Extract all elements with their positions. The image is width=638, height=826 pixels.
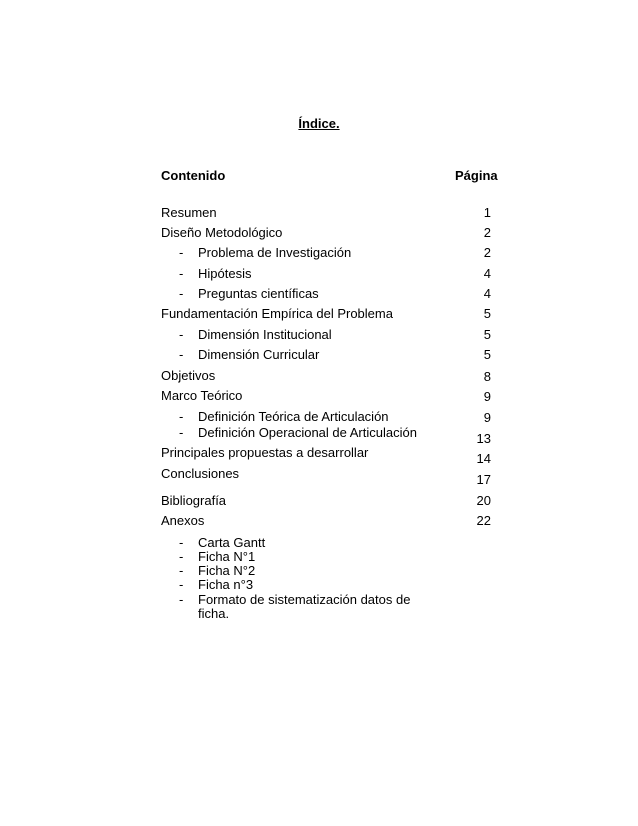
toc-entry-page: 5 [483,306,491,321]
toc-entry-label: Diseño Metodológico [161,225,283,240]
header-pagina: Página [455,168,498,183]
toc-entry-page: 2 [483,245,491,260]
index-title-text: Índice. [298,116,340,131]
toc-entry-label: Resumen [161,205,217,220]
list-dash: - [179,286,184,301]
toc-entry-page: 2 [483,225,491,240]
toc-subentry-label: Hipótesis [198,266,252,281]
list-dash: - [179,535,184,550]
toc-entry-page: 5 [483,347,491,362]
anexo-item: Ficha N°2 [198,563,256,578]
toc-subentry-label: Problema de Investigación [198,245,352,260]
list-dash: - [179,327,184,342]
toc-entry-label: Bibliografía [161,493,227,508]
toc-entry-page: 13 [476,431,491,446]
list-dash: - [179,592,184,607]
anexo-item: Carta Gantt [198,535,266,550]
list-dash: - [179,245,184,260]
anexo-item-continuation: ficha. [198,606,230,621]
index-title [0,116,638,131]
list-dash: - [179,549,184,564]
list-dash: - [179,577,184,592]
list-dash: - [179,563,184,578]
toc-entry-label: Principales propuestas a desarrollar [161,445,369,460]
toc-entry-label: Fundamentación Empírica del Problema [161,306,393,321]
toc-entry-page: 22 [476,513,491,528]
toc-entry-page: 9 [483,410,491,425]
toc-entry-page: 14 [476,451,491,466]
toc-entry-label: Conclusiones [161,466,240,481]
toc-subentry-label: Dimensión Curricular [198,347,320,362]
toc-entry-page: 4 [483,266,491,281]
toc-entry-label: Anexos [161,513,205,528]
list-dash: - [179,425,184,440]
toc-subentry-label: Dimensión Institucional [198,327,332,342]
toc-entry-page: 17 [476,472,491,487]
toc-subentry-label: Definición Teórica de Articulación [198,409,389,424]
toc-entry-page: 9 [483,389,491,404]
toc-entry-label: Objetivos [161,368,216,383]
anexo-item: Ficha N°1 [198,549,256,564]
toc-subentry-label: Preguntas científicas [198,286,319,301]
toc-subentry-label: Definición Operacional de Articulación [198,425,417,440]
list-dash: - [179,266,184,281]
toc-entry-label: Marco Teórico [161,388,243,403]
header-contenido: Contenido [161,168,226,183]
toc-entry-page: 5 [483,327,491,342]
toc-entry-page: 20 [476,493,491,508]
toc-entry-page: 1 [483,205,491,220]
anexo-item: Formato de sistematización datos de [198,592,411,607]
toc-entry-page: 4 [483,286,491,301]
list-dash: - [179,409,184,424]
toc-entry-page: 8 [483,369,491,384]
anexo-item: Ficha n°3 [198,577,254,592]
list-dash: - [179,347,184,362]
